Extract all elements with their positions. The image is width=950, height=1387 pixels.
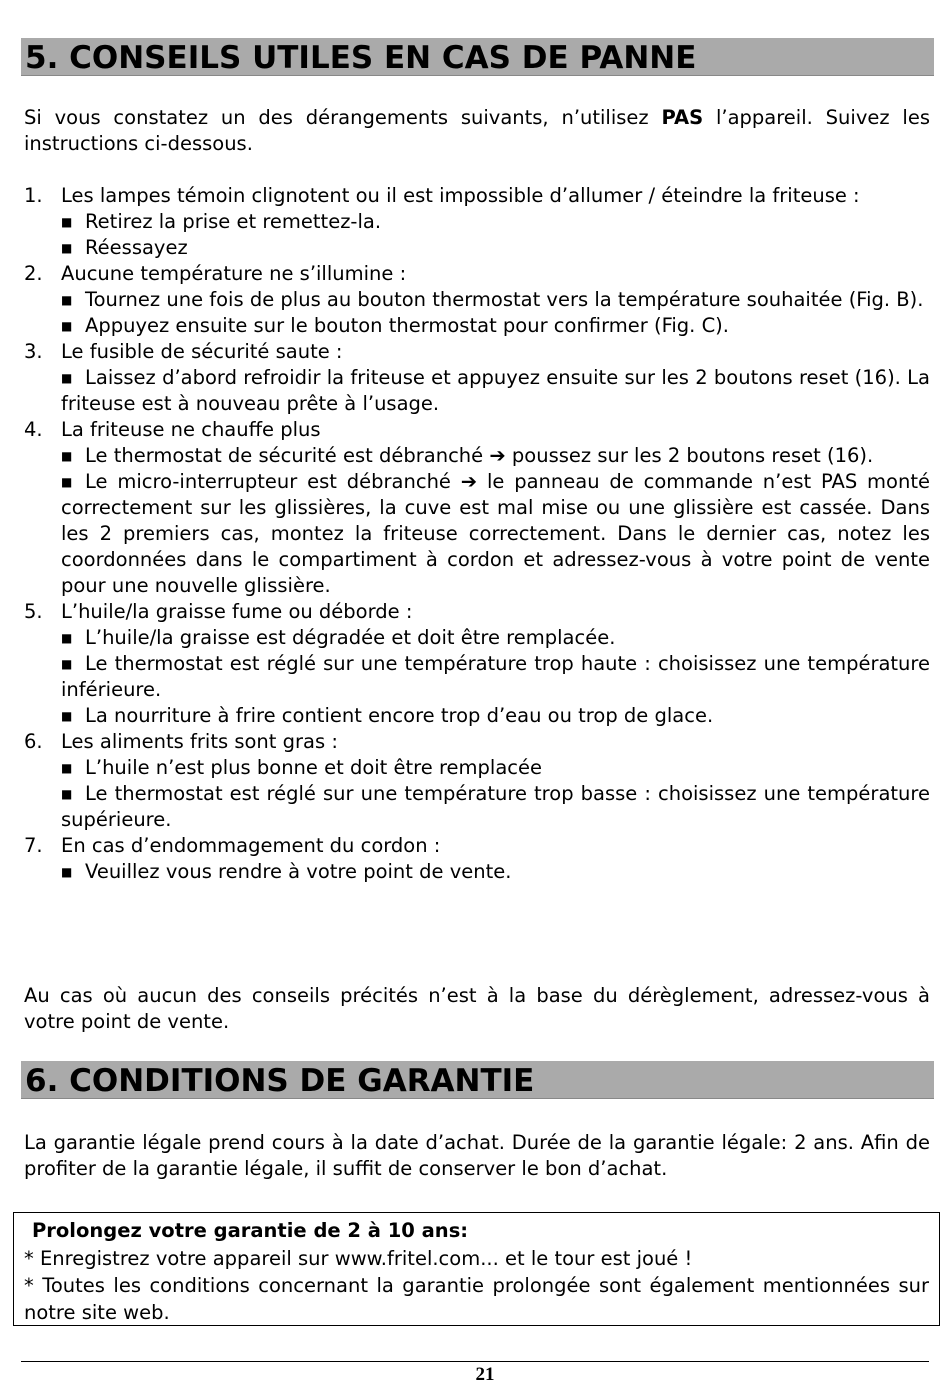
item-title: Les lampes témoin clignotent ou il est impossible d’allumer / éteindre la friteuse : — [61, 184, 860, 207]
list-item — [24, 833, 930, 885]
sub-item: ■ Le micro-interrupteur est débranché ➔ le panneau de commande n’est PAS monté correctement sur les glissières, la cuve est mal mise ou une glissière est cassée. Dans les 2 premiers cas, montez la friteuse correctement. Dans le dernier cas, notez les coordonnées dans le compartiment à cordon et adressez-vous à votre point de vente pour une nouvelle glissière. — [61, 470, 930, 597]
section-5-heading: 5. CONSEILS UTILES EN CAS DE PANNE — [21, 38, 934, 76]
sub-item: ■ Le thermostat de sécurité est débranché ➔ poussez sur les 2 boutons reset (16). — [61, 444, 874, 467]
footer-divider — [21, 1361, 929, 1362]
item-number: 3. — [24, 340, 43, 363]
bullet-icon: ■ — [61, 215, 73, 229]
item-title: L’huile/la graisse fume ou déborde : — [61, 600, 413, 623]
list-item — [24, 261, 930, 339]
sub-item: ■ Retirez la prise et remettez-la. — [61, 210, 382, 233]
bullet-icon: ■ — [61, 293, 73, 307]
intro-text-end: l’appareil. Suivez les instructions ci-dessous. — [24, 106, 930, 155]
bullet-icon: ■ — [61, 631, 73, 645]
arrow-right-icon: ➔ — [489, 444, 506, 467]
extended-warranty-line-2: * Toutes les conditions concernant la garantie prolongée sont également mentionnées sur notre site web. — [24, 1274, 929, 1324]
list-item — [24, 417, 930, 599]
sub-item: ■ Réessayez — [61, 236, 188, 259]
item-title: Les aliments frits sont gras : — [61, 730, 338, 753]
bullet-icon: ■ — [61, 449, 73, 463]
bullet-icon: ■ — [61, 319, 73, 333]
bullet-icon: ■ — [61, 709, 73, 723]
bullet-icon: ■ — [61, 761, 73, 775]
sub-item: ■ L’huile n’est plus bonne et doit être remplacée — [61, 756, 542, 779]
section-6-heading: 6. CONDITIONS DE GARANTIE — [21, 1061, 934, 1099]
arrow-right-icon: ➔ — [460, 470, 478, 493]
warranty-text: La garantie légale prend cours à la date d’achat. Durée de la garantie légale: 2 ans. Afin de profiter de la garantie légale, il suffit de conserver le bon d’achat. — [24, 1131, 930, 1180]
list-item — [24, 339, 930, 417]
item-title: La friteuse ne chauffe plus — [61, 418, 321, 441]
item-number: 1. — [24, 184, 43, 207]
list-item — [24, 599, 930, 729]
sub-item: ■ Tournez une fois de plus au bouton thermostat vers la température souhaitée (Fig. B). — [61, 288, 924, 311]
bullet-icon: ■ — [61, 787, 73, 801]
sub-item: ■ Le thermostat est réglé sur une température trop basse : choisissez une température supérieure. — [61, 782, 930, 831]
extended-warranty-title: Prolongez votre garantie de 2 à 10 ans: — [32, 1219, 469, 1242]
bullet-icon: ■ — [61, 475, 73, 489]
page-number: 21 — [475, 1364, 495, 1385]
item-title: Le fusible de sécurité saute : — [61, 340, 343, 363]
list-item — [24, 729, 930, 833]
sub-item: ■ Veuillez vous rendre à votre point de vente. — [61, 860, 512, 883]
sub-item: ■ La nourriture à frire contient encore trop d’eau ou trop de glace. — [61, 704, 714, 727]
section-5-outro: Au cas où aucun des conseils précités n’est à la base du dérèglement, adressez-vous à votre point de vente. — [24, 984, 930, 1033]
item-number: 5. — [24, 600, 43, 623]
item-number: 4. — [24, 418, 43, 441]
section-5-intro — [24, 105, 930, 157]
bullet-icon: ■ — [61, 241, 73, 255]
item-number: 6. — [24, 730, 43, 753]
bullet-icon: ■ — [61, 865, 73, 879]
item-title: Aucune température ne s’illumine : — [61, 262, 407, 285]
sub-item: ■ Appuyez ensuite sur le bouton thermostat pour confirmer (Fig. C). — [61, 314, 729, 337]
bullet-icon: ■ — [61, 371, 73, 385]
item-number: 7. — [24, 834, 43, 857]
item-title: En cas d’endommagement du cordon : — [61, 834, 441, 857]
item-number: 2. — [24, 262, 43, 285]
extended-warranty-box — [13, 1212, 940, 1326]
sub-item: ■ Laissez d’abord refroidir la friteuse et appuyez ensuite sur les 2 boutons reset (16). La friteuse est à nouveau prête à l’usage. — [61, 366, 930, 415]
bullet-icon: ■ — [61, 657, 73, 671]
intro-text-start: Si vous constatez un des dérangements suivants, n’utilisez — [24, 106, 662, 129]
extended-warranty-line-1: * Enregistrez votre appareil sur www.fritel.com... et le tour est joué ! — [24, 1247, 693, 1270]
intro-bold-word: PAS — [661, 106, 704, 129]
sub-item: ■ Le thermostat est réglé sur une température trop haute : choisissez une température inférieure. — [61, 652, 930, 701]
troubleshooting-list — [24, 183, 930, 885]
sub-item: ■ L’huile/la graisse est dégradée et doit être remplacée. — [61, 626, 616, 649]
list-item — [24, 183, 930, 261]
